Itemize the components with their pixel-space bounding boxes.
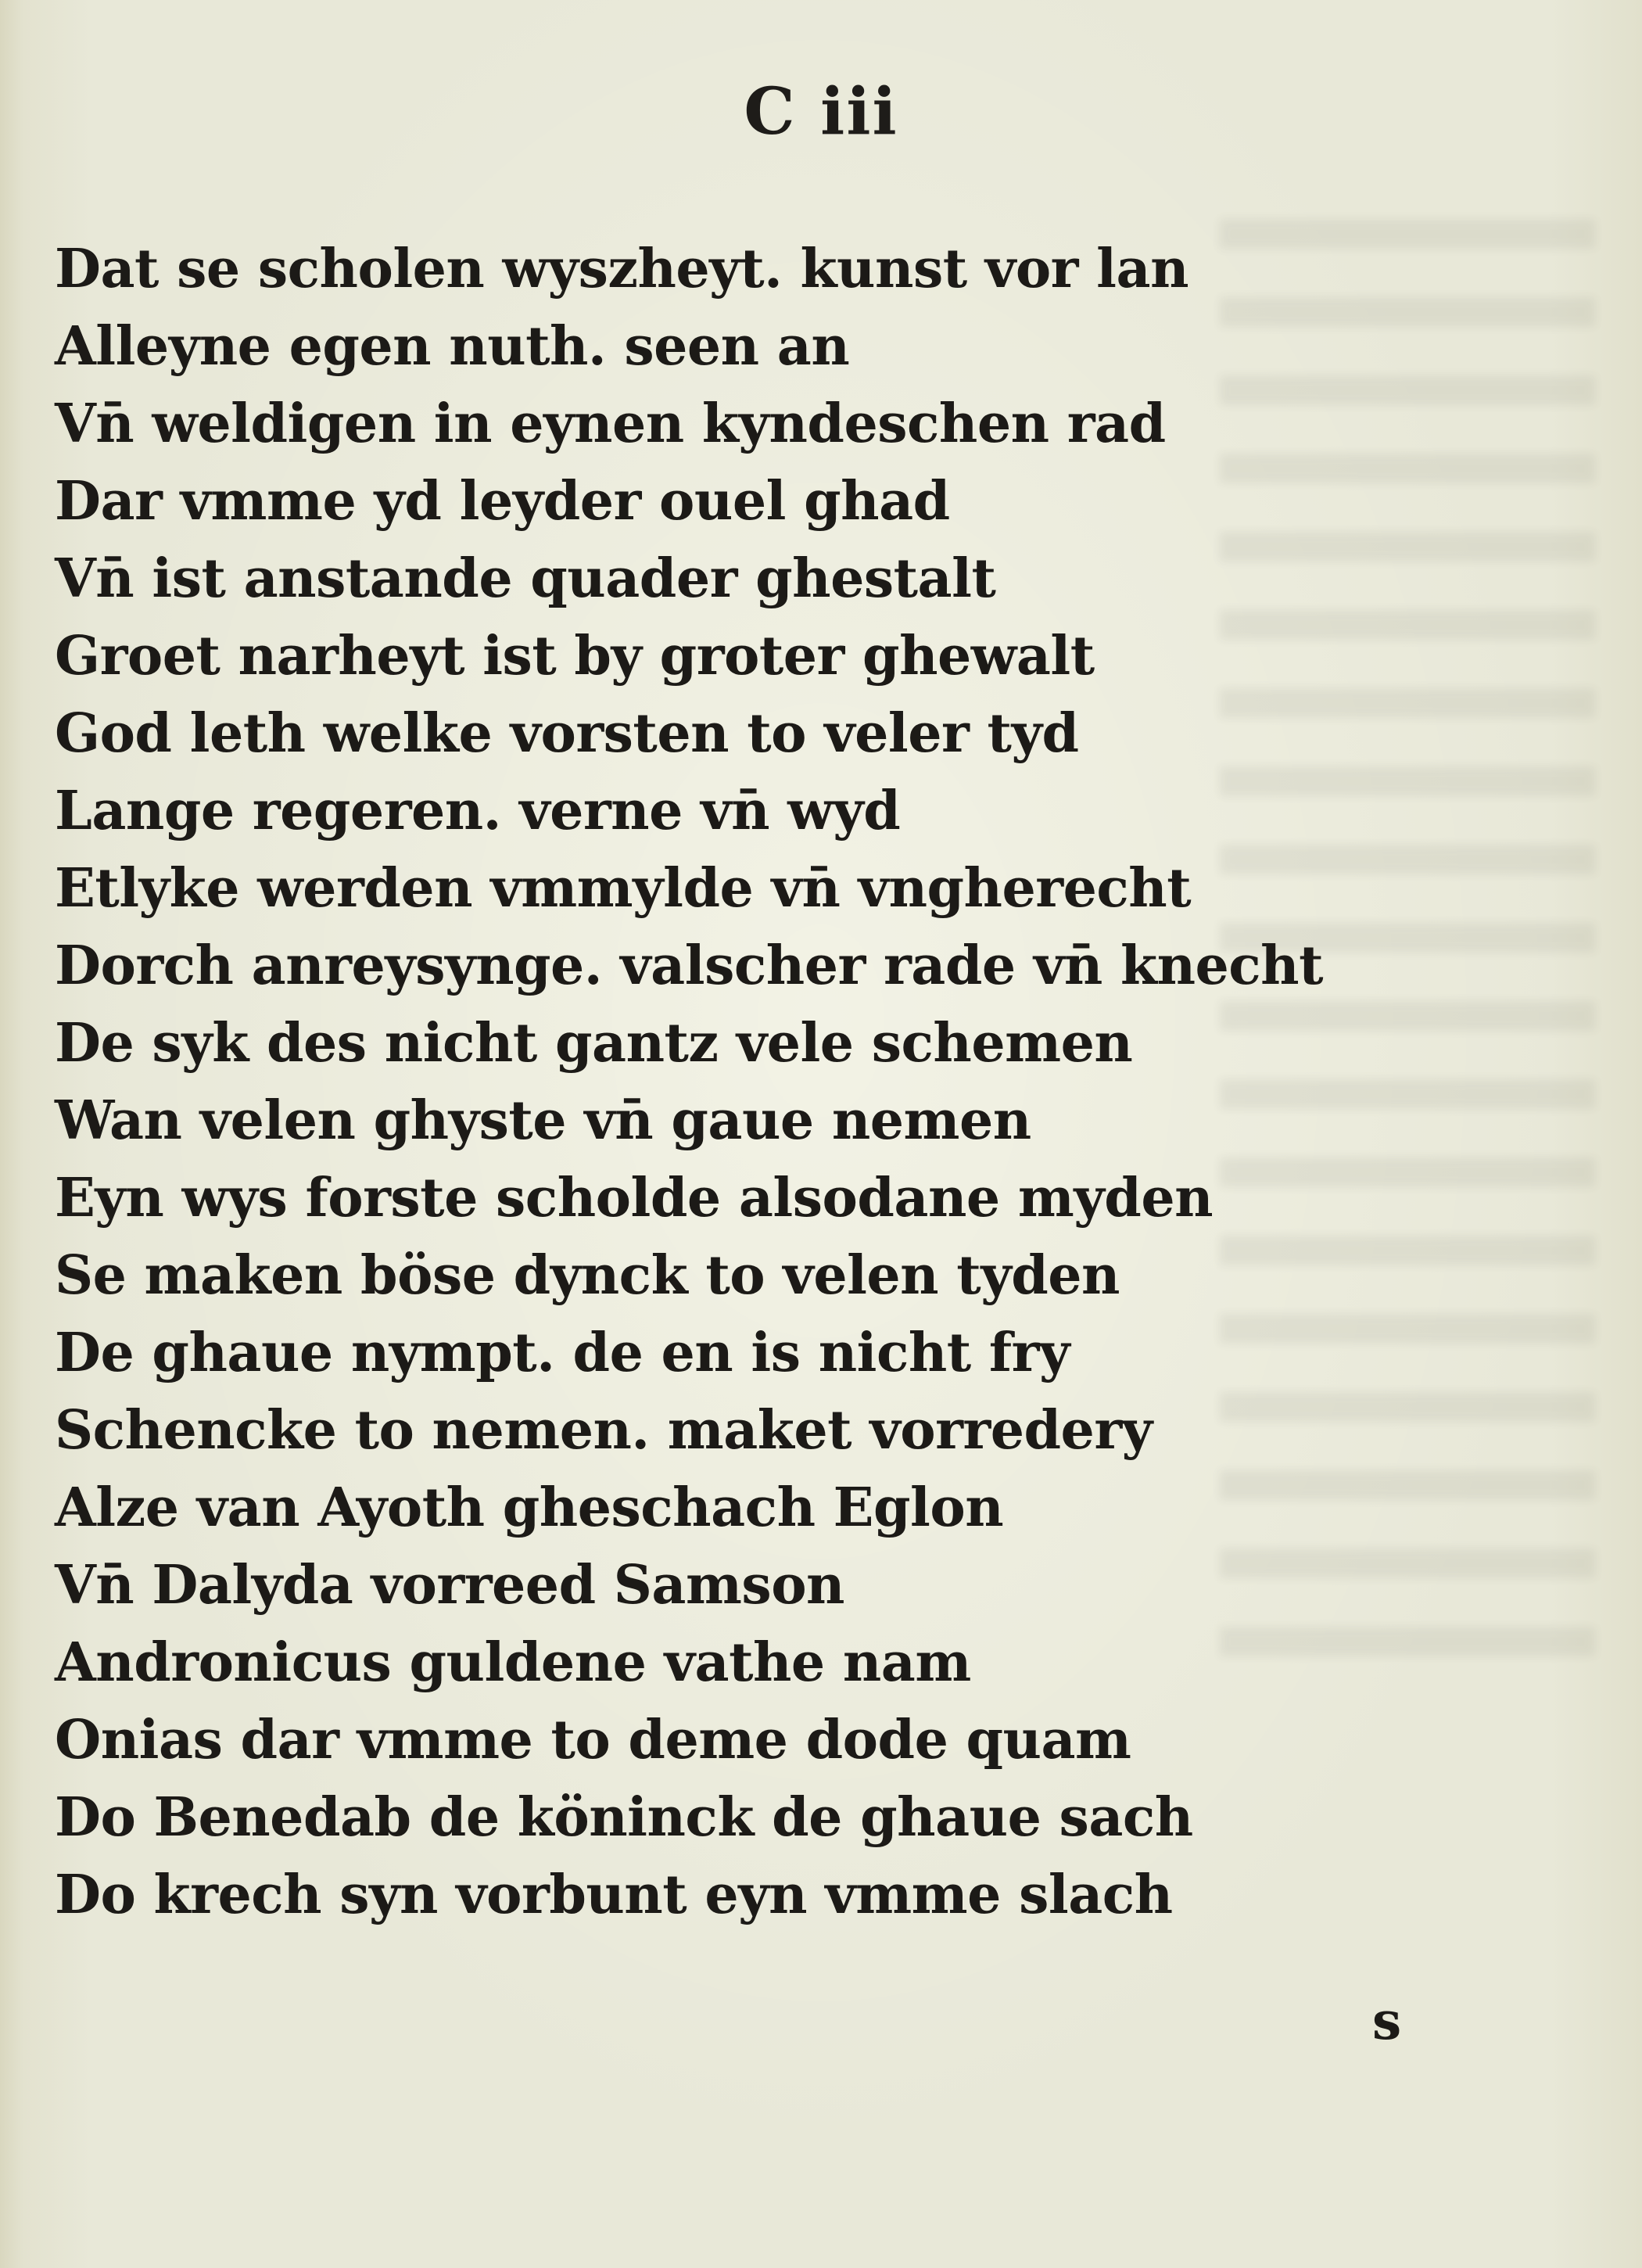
verse-line: Schencke to nemen. maket vorredery: [55, 1399, 1153, 1462]
verse-line: Dar vmme yd leyder ouel ghad: [55, 470, 950, 533]
verse-line: Vn̄ ist anstande quader ghestalt: [55, 547, 996, 610]
verse-line: Vn̄ weldigen in eynen kyndeschen rad: [55, 393, 1166, 455]
verse-line: Vn̄ Dalyda vorreed Samson: [55, 1554, 844, 1617]
verse-line: Andronicus guldene vathe nam: [55, 1631, 971, 1694]
verse-line: Groet narheyt ist by groter ghewalt: [55, 625, 1095, 687]
verse-line: Alze van Ayoth gheschach Eglon: [55, 1477, 1004, 1539]
verse-line: Etlyke werden vmmylde vn̄ vngherecht: [55, 857, 1192, 920]
page-header-folio: C iii: [744, 74, 898, 149]
verse-line: Dat se scholen wyszheyt. kunst vor lan: [55, 238, 1189, 300]
signature-mark: s: [1372, 1990, 1402, 2051]
verse-line: De syk des nicht gantz vele schemen: [55, 1012, 1133, 1075]
verse-line: Se maken böse dynck to velen tyden: [55, 1244, 1120, 1307]
verse-line: Do Benedab de köninck de ghaue sach: [55, 1786, 1193, 1849]
verse-line: Wan velen ghyste vn̄ gaue nemen: [55, 1089, 1031, 1152]
verse-lines: [55, 231, 1540, 1934]
verse-line: God leth welke vorsten to veler tyd: [55, 702, 1079, 765]
verse-line: Lange regeren. verne vn̄ wyd: [55, 780, 901, 842]
verse-line: Onias dar vmme to deme dode quam: [55, 1709, 1131, 1771]
verse-line: Do krech syn vorbunt eyn vmme slach: [55, 1864, 1173, 1926]
verse-line: Dorch anreysynge. valscher rade vn̄ knecht: [55, 935, 1324, 997]
verse-line: Eyn wys forste scholde alsodane myden: [55, 1167, 1214, 1229]
verse-line: De ghaue nympt. de en is nicht fry: [55, 1322, 1070, 1384]
verse-line: Alleyne egen nuth. seen an: [55, 315, 850, 378]
